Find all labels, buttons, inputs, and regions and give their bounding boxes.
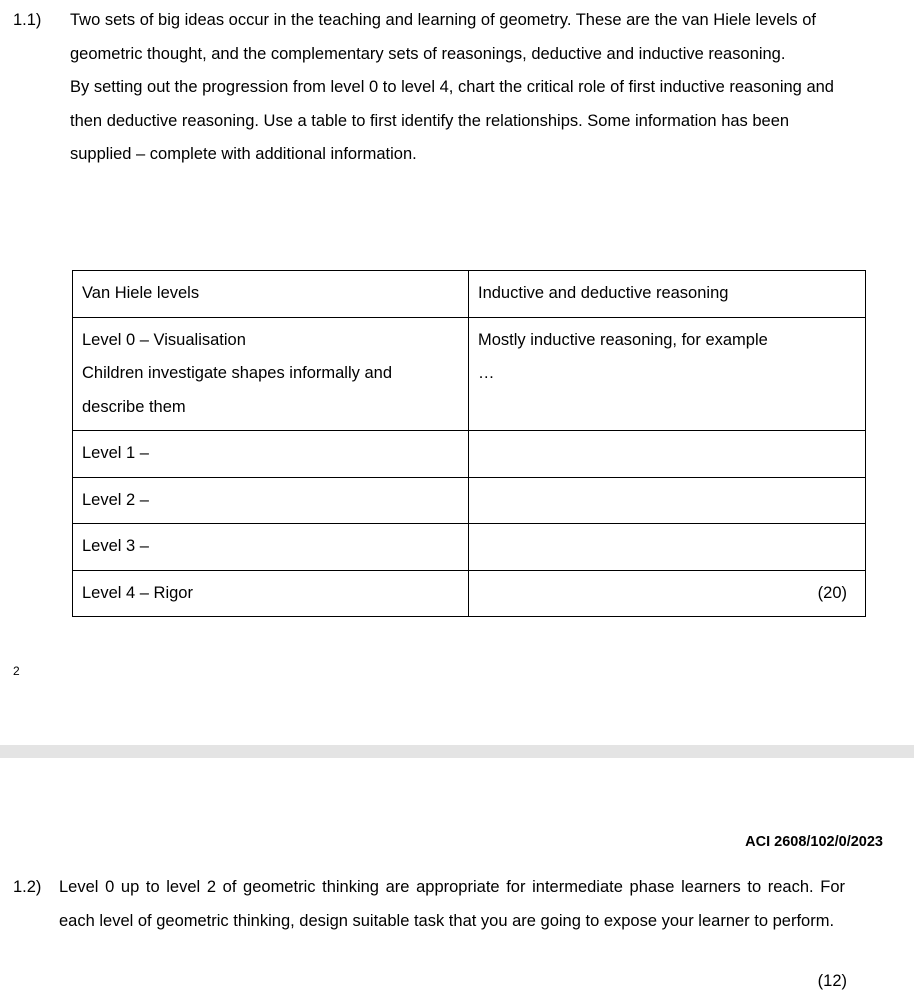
table-row xyxy=(73,524,866,571)
page-separator xyxy=(0,745,914,758)
table-header-row xyxy=(73,271,866,318)
table-header-right: Inductive and deductive reasoning xyxy=(469,271,866,318)
table-header-left: Van Hiele levels xyxy=(73,271,469,318)
table-cell-level-2-left: Level 2 – xyxy=(73,477,469,524)
table-row xyxy=(73,317,866,431)
table-cell-level-3-left: Level 3 – xyxy=(73,524,469,571)
table-cell-level-0-left xyxy=(73,317,469,431)
question-1-2-body xyxy=(59,871,845,938)
van-hiele-table xyxy=(72,270,866,617)
table-cell-level-4-left: Level 4 – Rigor xyxy=(73,570,469,617)
document-code-header: ACI 2608/102/0/2023 xyxy=(745,834,883,850)
table-cell-text: Level 0 – Visualisation xyxy=(82,330,246,349)
table-cell-level-1-right xyxy=(469,431,866,478)
table-cell-text: … xyxy=(478,364,495,382)
question-1-1-number: 1.1) xyxy=(13,11,42,29)
table-cell-text: Children investigate shapes informally and xyxy=(82,364,393,382)
question-1-2-marks: (12) xyxy=(817,972,847,990)
question-1-2-number: 1.2) xyxy=(13,878,42,896)
table-cell-level-2-right xyxy=(469,477,866,524)
table-cell-text: describe them xyxy=(82,397,186,416)
table-cell-level-3-right xyxy=(469,524,866,571)
question-1-1-body xyxy=(70,4,845,172)
question-1-1-marks: (20) xyxy=(817,584,847,602)
question-1-1 xyxy=(0,4,880,172)
question-1-2 xyxy=(0,871,880,938)
table-cell-level-1-left: Level 1 – xyxy=(73,431,469,478)
table-cell-level-0-right xyxy=(469,317,866,431)
question-1-2-paragraph-1: Level 0 up to level 2 of geometric thinking are appropriate for intermediate phase learners to reach. For each level of geometric thinking, design suitable task that you are going to expose your learner to perform. xyxy=(59,878,845,930)
question-1-1-paragraph-1: Two sets of big ideas occur in the teaching and learning of geometry. These are the van Hiele levels of geometric thought, and the complementary sets of reasonings, deductive and inductive reasoning. xyxy=(70,11,816,63)
table-row xyxy=(73,431,866,478)
table-row xyxy=(73,477,866,524)
question-1-1-paragraph-2: By setting out the progression from level 0 to level 4, chart the critical role of first inductive reasoning and then deductive reasoning. Use a table to first identify the relationships. Some information has been supplied – complete with additional information. xyxy=(70,78,834,163)
page-number: 2 xyxy=(13,664,20,678)
table-cell-text: Mostly inductive reasoning, for example xyxy=(478,330,768,349)
